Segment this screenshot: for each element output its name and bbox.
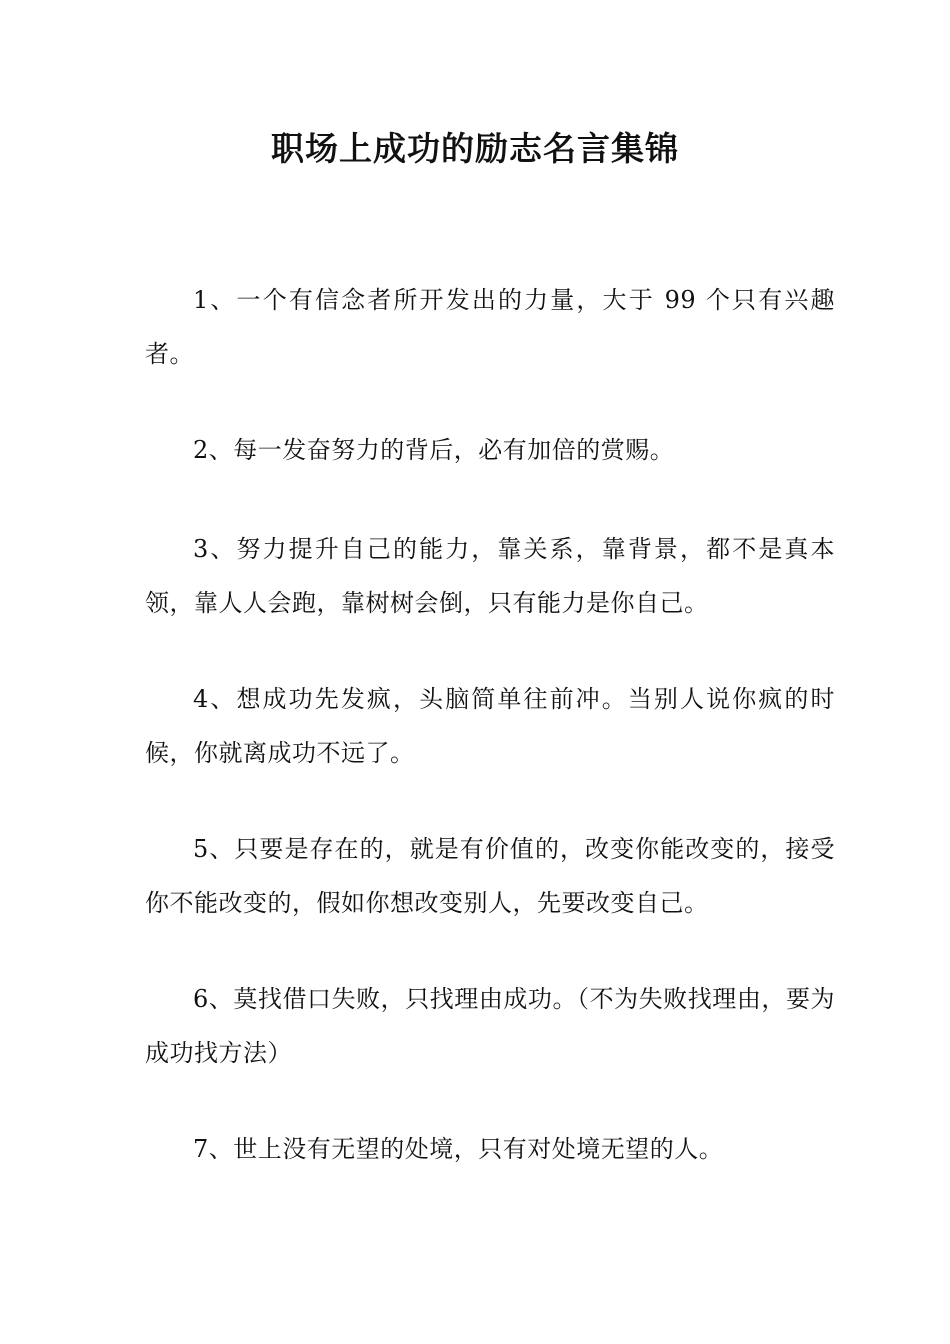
quote-item: 6、莫找借口失败，只找理由成功。（不为失败找理由，要为成功找方法）: [145, 985, 835, 1067]
quote-item: 3、努力提升自己的能力，靠关系，靠背景，都不是真本领，靠人人会跑，靠树树会倒，只有能力是你自己。: [145, 535, 835, 617]
quote-item: 2、每一发奋努力的背后，必有加倍的赏赐。: [193, 436, 675, 464]
page-title: 职场上成功的励志名言集锦: [271, 129, 679, 168]
quote-item: 4、想成功先发疯，头脑简单往前冲。当别人说你疯的时候，你就离成功不远了。: [145, 685, 835, 767]
quote-item: 7、世上没有无望的处境，只有对处境无望的人。: [193, 1135, 724, 1163]
quote-item: 1、一个有信念者所开发出的力量，大于 99 个只有兴趣者。: [145, 286, 835, 368]
quote-item: 5、只要是存在的，就是有价值的，改变你能改变的，接受你不能改变的，假如你想改变别人，先要改变自己。: [145, 835, 835, 917]
